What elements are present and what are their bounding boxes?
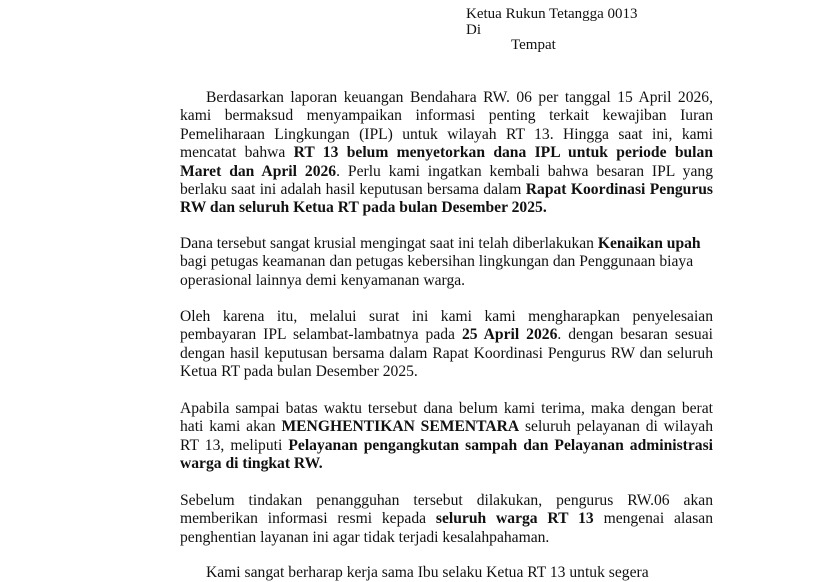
p5-text-1: Sebelum tindakan penangguhan tersebut dilakukan, pengurus RW.06 akan memberikan informasi resmi kepada [180,492,713,528]
recipient-di: Di [466,22,481,38]
p4-bold-1: MENGHENTIKAN SEMENTARA [281,418,520,436]
p5-text-2: mengenai alasan penghentian layanan ini agar tidak terjadi kesalahpahaman. [180,510,713,546]
p3-bold-1: 25 April 2026 [461,326,558,344]
p5-bold-1: seluruh warga RT 13 [435,510,594,528]
recipient-line: Ketua Rukun Tetangga 0013 [466,6,638,22]
p1-bold-2: Rapat Koordinasi Pengurus RW dan seluruh Ketua RT pada bulan Desember 2025. [180,181,713,217]
paragraph-closing-cutoff [180,564,713,582]
p3-text-1: Oleh karena itu, melalui surat ini kami kami mengharapkan penyelesaian pembayaran IPL selambat-lambatnya pada [180,308,713,344]
p4-text-2: seluruh pelayanan di wilayah RT 13, meliputi [180,418,713,454]
p2-bold-1: Kenaikan upah [597,235,701,252]
paragraph-payment-deadline [180,308,713,382]
p4-bold-2: Pelayanan pengangkutan sampah dan Pelayanan administrasi warga di tingkat RW. [180,436,713,473]
p1-bold-1: RT 13 belum menyetorkan dana IPL untuk periode bulan Maret dan April 2026 [180,144,713,180]
p4-text-1: Apabila sampai batas waktu tersebut dana belum kami terima, maka dengan berat hati kami akan [180,400,713,436]
p2-text-1: Dana tersebut sangat krusial mengingat saat ini telah diberlakukan [180,235,598,252]
paragraph-official-notice [180,492,713,547]
p1-text-1: Berdasarkan laporan keuangan Bendahara RW. 06 per tanggal 15 April 2026, kami bermaksud menyampaikan informasi penting terkait kewajiban Iuran Pemeliharaan Lingkungan (IPL) untuk wilayah RT 13. Hingga saat ini, kami mencatat bahwa [180,89,713,162]
p6-text-1: Kami sangat berharap kerja sama Ibu selaku Ketua RT 13 untuk segera [206,564,649,581]
paragraph-service-suspension [180,400,713,474]
p3-text-2: . dengan besaran sesuai dengan hasil keputusan bersama dalam Rapat Koordinasi Pengurus RW dan seluruh Ketua RT pada bulan Desember 2025. [180,326,713,381]
p2-text-2: bagi petugas keamanan dan petugas kebersihan lingkungan dan Penggunaan biaya operasional lainnya demi kenyamanan warga. [180,253,694,289]
p1-text-2: . Perlu kami ingatkan kembali bahwa besaran IPL yang berlaku saat ini adalah hasil keputusan bersama dalam [180,162,713,199]
paragraph-fund-importance [180,235,713,290]
recipient-tempat: Tempat [511,37,556,53]
paragraph-financial-report [180,89,713,218]
